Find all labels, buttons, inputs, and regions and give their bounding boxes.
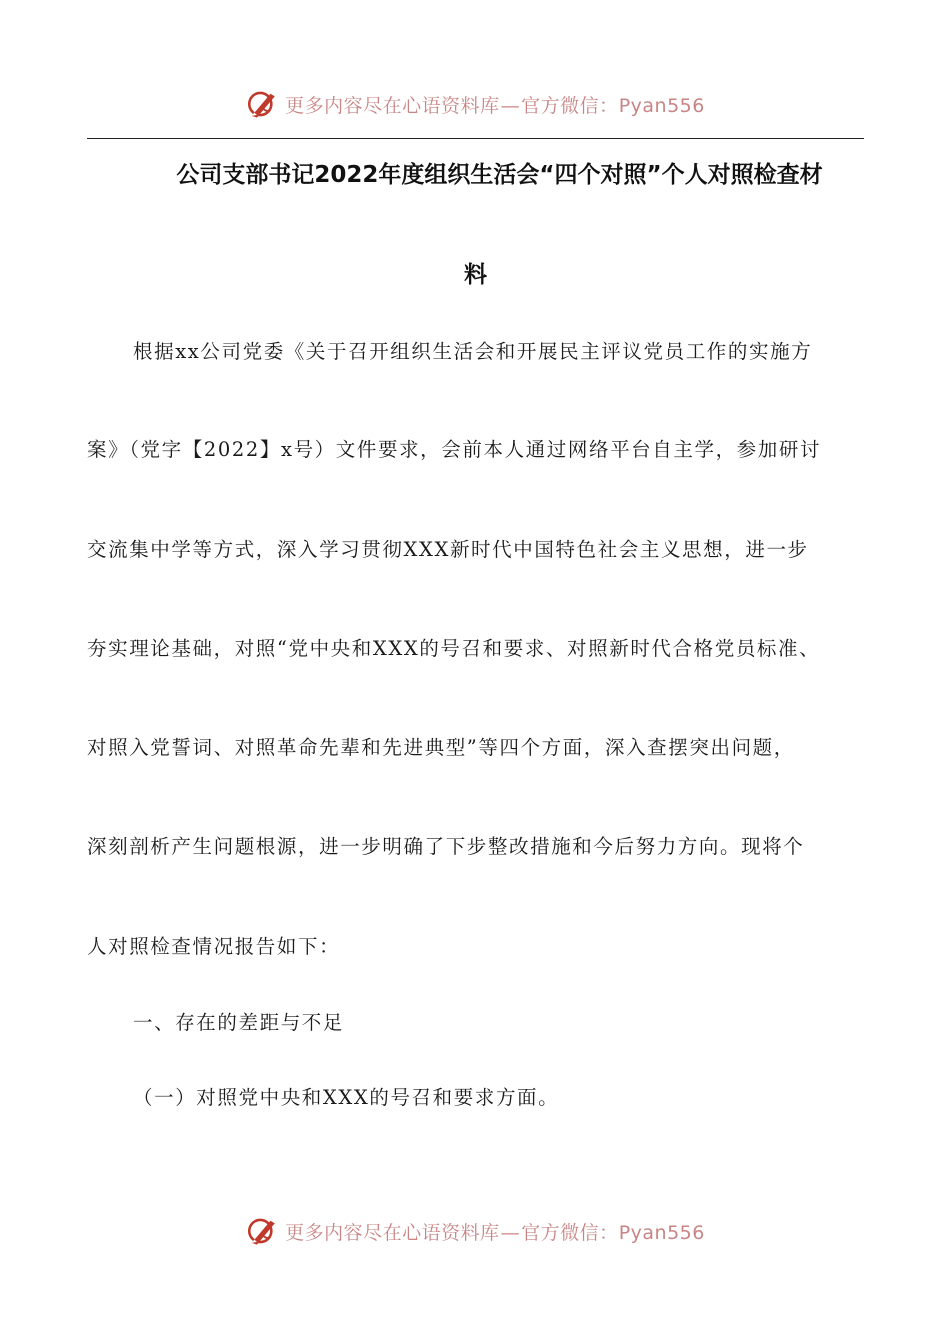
subsection-heading: （一）对照党中央和XXX的号召和要求方面。: [133, 1086, 560, 1109]
banner-text: [285, 91, 705, 118]
header-rule: [87, 138, 864, 139]
banner-dash: —: [500, 1221, 521, 1244]
header-banner: [0, 84, 950, 124]
banner-wechat-id: Pyan556: [618, 94, 705, 117]
body-line-1: 根据xx公司党委《关于召开组织生活会和开展民主评议党员工作的实施方: [133, 340, 813, 363]
banner-wechat-id: Pyan556: [618, 1221, 705, 1244]
body-line-7: 人对照检查情况报告如下：: [87, 935, 341, 958]
banner-dash: —: [500, 94, 521, 117]
body-line-3: 交流集中学等方式，深入学习贯彻XXX新时代中国特色社会主义思想，进一步: [87, 538, 809, 561]
body-line-6: 深刻剖析产生问题根源，进一步明确了下步整改措施和今后努力方向。现将个: [87, 835, 805, 858]
banner-label: 官方微信：: [521, 1221, 619, 1244]
footer-banner: [0, 1211, 950, 1251]
body-line-2: 案》（党字【2022】x号）文件要求，会前本人通过网络平台自主学，参加研讨: [87, 438, 822, 461]
body-line-4: 夯实理论基础，对照“党中央和XXX的号召和要求、对照新时代合格党员标准、: [87, 637, 821, 660]
pen-logo-icon: [245, 1214, 279, 1248]
banner-slogan: 更多内容尽在心语资料库: [285, 1221, 500, 1244]
section-heading: 一、存在的差距与不足: [133, 1011, 345, 1034]
banner-text: [285, 1218, 705, 1245]
body-line-5: 对照入党誓词、对照革命先辈和先进典型”等四个方面，深入查摆突出问题，: [87, 736, 795, 759]
banner-slogan: 更多内容尽在心语资料库: [285, 94, 500, 117]
banner-label: 官方微信：: [521, 94, 619, 117]
pen-logo-icon: [245, 87, 279, 121]
title-line-1: 公司支部书记2022年度组织生活会“四个对照”个人对照检查材: [176, 162, 823, 188]
document-title: [87, 152, 864, 298]
title-line-2: 料: [464, 262, 487, 288]
